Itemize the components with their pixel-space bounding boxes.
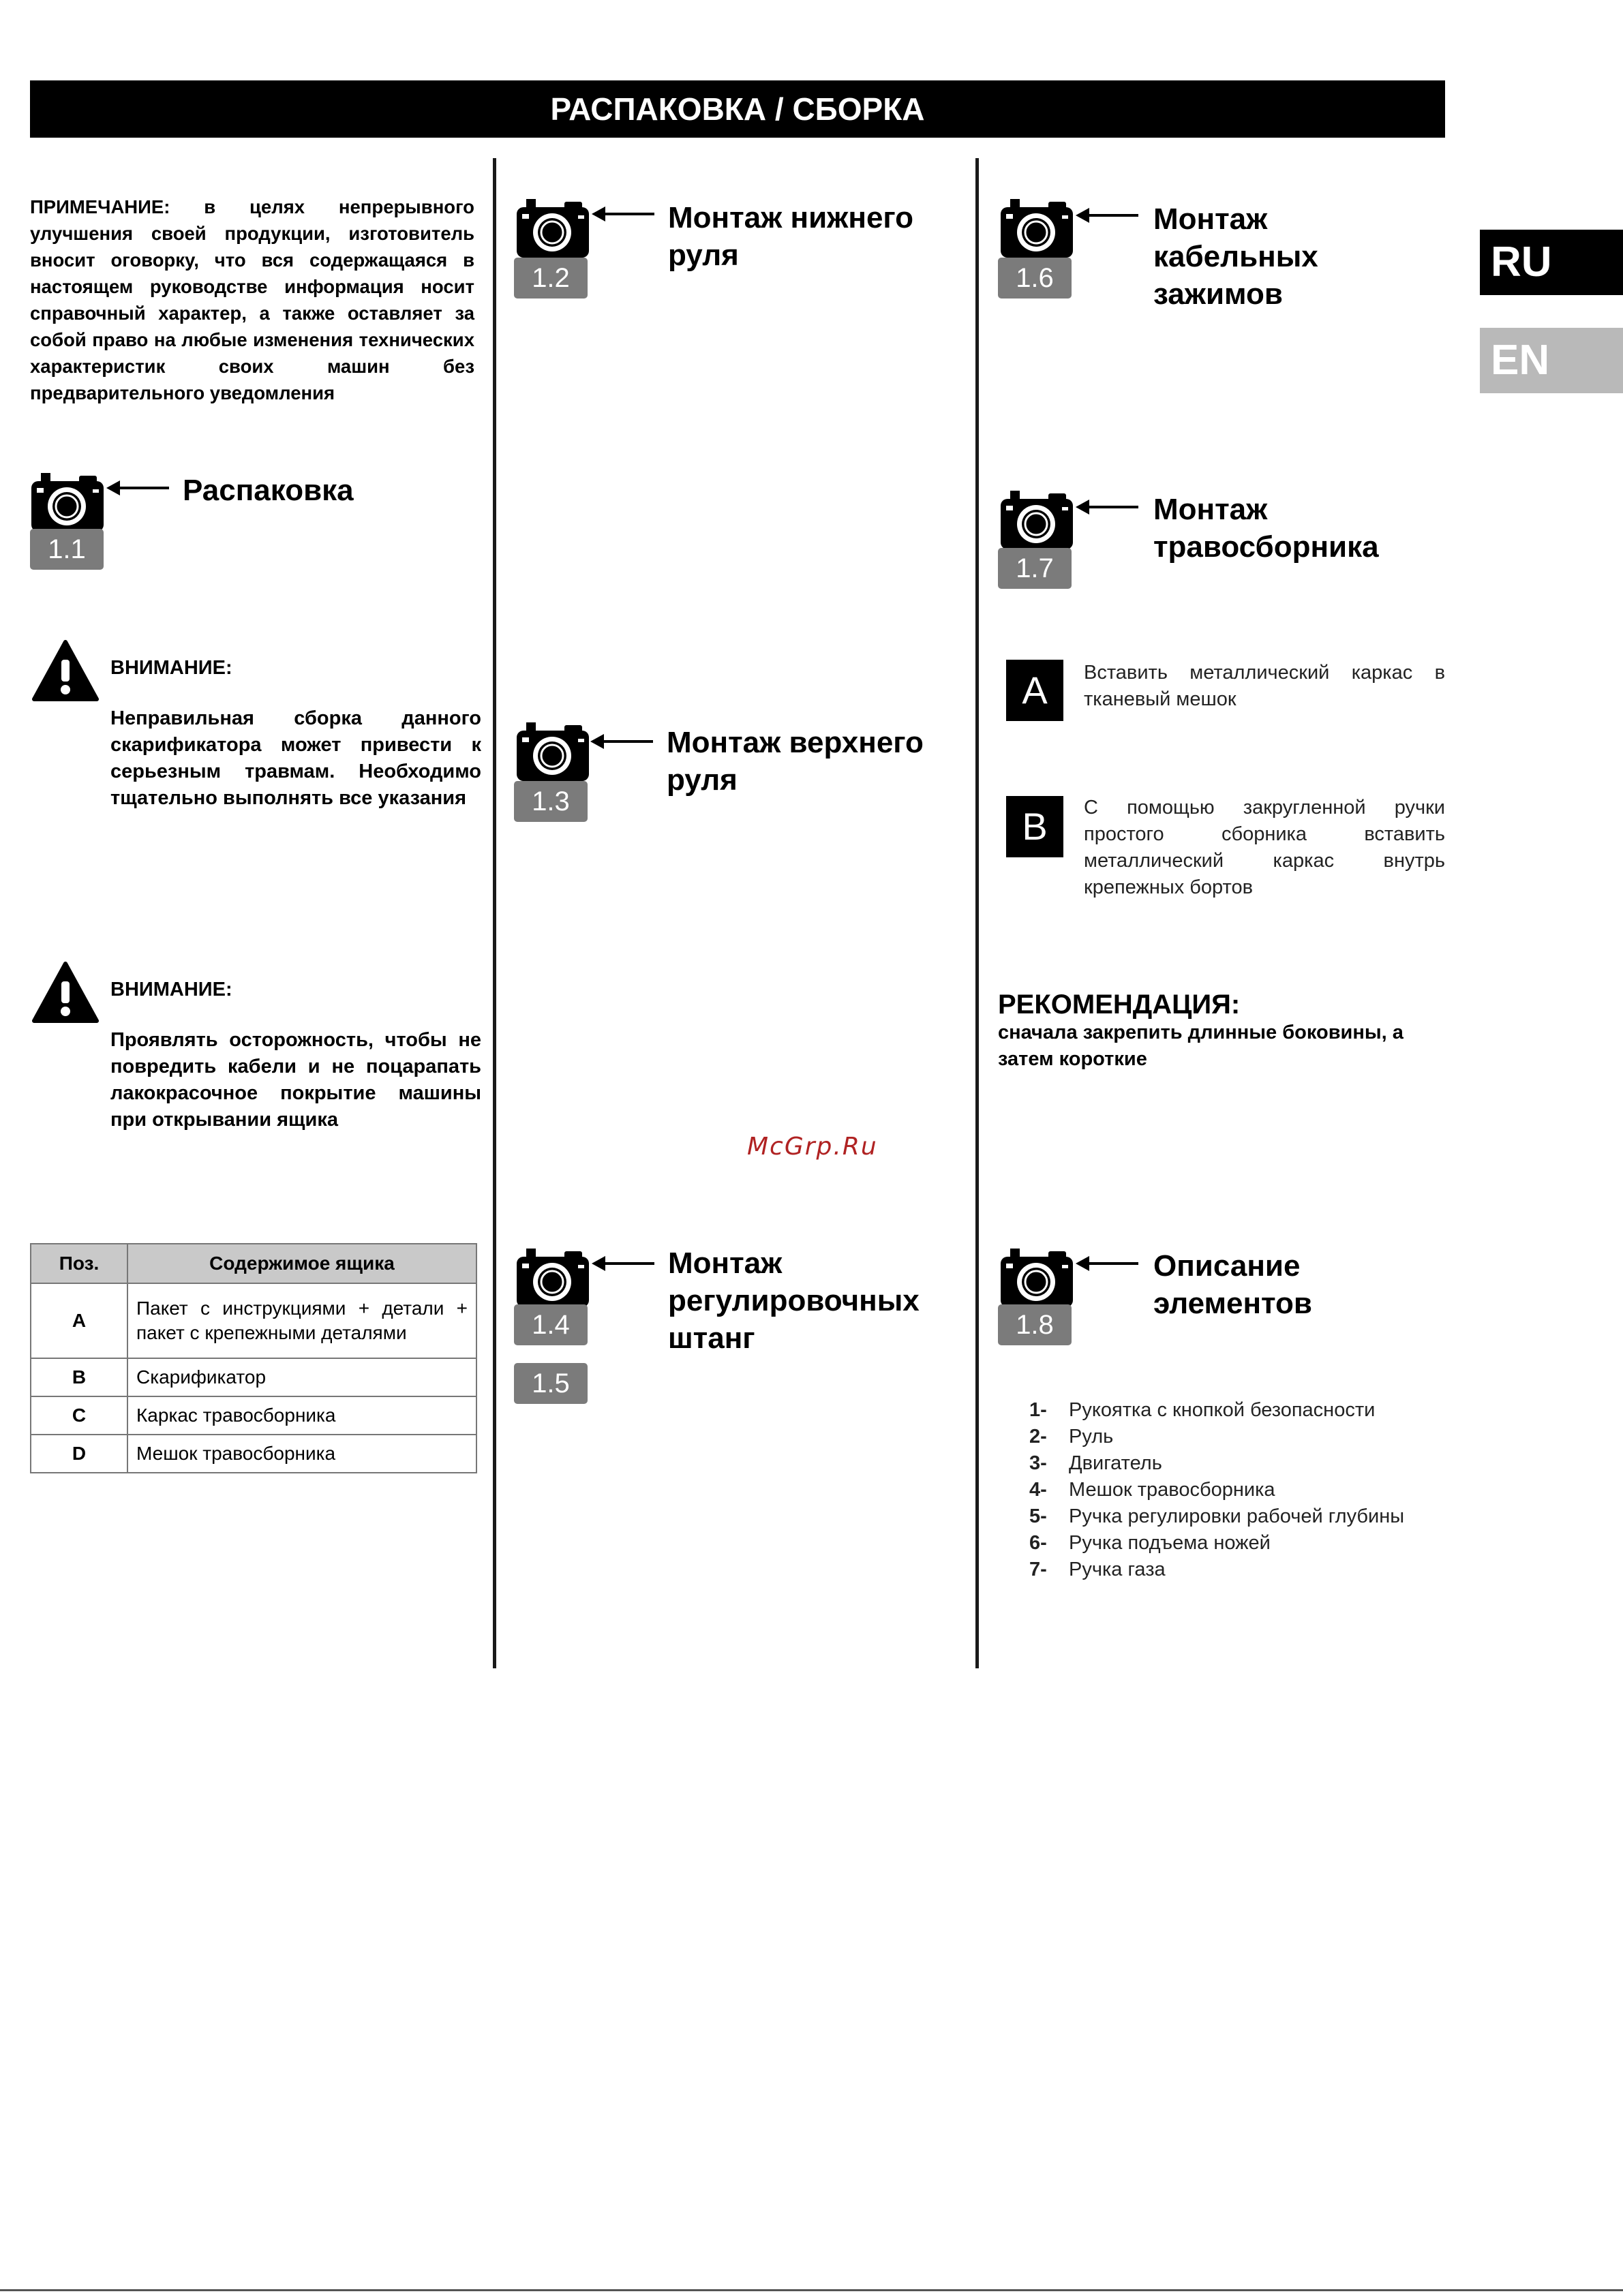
recommendation-text: сначала закрепить длинные боковины, а затем короткие — [998, 1022, 1404, 1070]
list-item-number: 6- — [1029, 1532, 1047, 1554]
arrow-left-icon — [1076, 202, 1141, 229]
table-cell-content: Скарификатор — [127, 1358, 476, 1396]
list-item-label: Ручка газа — [1069, 1559, 1166, 1580]
instruction-letter: B — [1006, 796, 1063, 857]
table-cell-content: Каркас травосборника — [127, 1396, 476, 1435]
figure-badge: 1.6 — [998, 258, 1072, 299]
warning-title: ВНИМАНИЕ: — [110, 979, 232, 1000]
warning-icon — [31, 961, 100, 1024]
list-item-label: Мешок травосборника — [1069, 1479, 1275, 1501]
contents-table — [30, 1243, 477, 1473]
step-heading: Монтаж кабельных зажимов — [1153, 202, 1318, 311]
figure-badge: 1.1 — [30, 529, 104, 570]
table-cell-pos: C — [31, 1396, 127, 1435]
figure-badge: 1.8 — [998, 1304, 1072, 1345]
table-row — [31, 1396, 476, 1435]
language-tab-en[interactable]: EN — [1480, 328, 1623, 393]
figure-badge: 1.5 — [514, 1363, 588, 1404]
recommendation-title: РЕКОМЕНДАЦИЯ: — [998, 990, 1241, 1020]
instruction-letter: A — [1006, 660, 1063, 721]
warning-text: Неправильная сборка данного скарификатора может привести к серьезным травмам. Необходимо тщательно выполнять все указания — [110, 707, 481, 809]
instruction-text: Вставить металлический каркас в тканевый мешок — [1084, 662, 1445, 710]
list-item — [1029, 1424, 1452, 1450]
figure-badge: 1.4 — [514, 1304, 588, 1345]
arrow-left-icon — [1076, 1250, 1141, 1277]
arrow-left-icon — [592, 200, 657, 228]
table-cell-pos: D — [31, 1435, 127, 1473]
list-item — [1029, 1503, 1452, 1530]
warning-icon — [31, 639, 100, 702]
list-item — [1029, 1530, 1452, 1557]
table-cell-content: Пакет с инструкциями + детали + пакет с крепежными деталями — [127, 1283, 476, 1358]
table-cell-pos: B — [31, 1358, 127, 1396]
column-header: Содержимое ящика — [127, 1244, 476, 1283]
step-heading: Монтаж верхнего руля — [667, 726, 924, 797]
table-cell-content: Мешок травосборника — [127, 1435, 476, 1473]
camera-icon — [997, 191, 1077, 264]
list-item — [1029, 1450, 1452, 1477]
list-item-label: Руль — [1069, 1426, 1114, 1448]
warning-text: Проявлять осторожность, чтобы не повредить кабели и не поцарапать лакокрасочное покрытие машины при открывании ящика — [110, 1029, 481, 1131]
page-bottom-rule — [0, 2289, 1623, 2291]
list-item-number: 2- — [1029, 1426, 1047, 1448]
table-cell-pos: A — [31, 1283, 127, 1358]
table-row — [31, 1358, 476, 1396]
parts-list — [1029, 1397, 1452, 1583]
list-item — [1029, 1557, 1452, 1583]
arrow-left-icon — [592, 1250, 657, 1277]
column-header: Поз. — [31, 1244, 127, 1283]
list-item-number: 4- — [1029, 1479, 1047, 1501]
table-row — [31, 1435, 476, 1473]
camera-icon — [513, 714, 593, 788]
column-divider — [975, 158, 979, 1668]
watermark: McGrp.Ru — [747, 1133, 878, 1161]
table-header-row — [31, 1244, 476, 1283]
step-heading: Монтаж регулировочных штанг — [668, 1246, 920, 1355]
list-item-label: Двигатель — [1069, 1452, 1162, 1474]
instruction-text: С помощью закругленной ручки простого сборника вставить металлический каркас внутрь крепежных бортов — [1084, 797, 1445, 898]
list-item-label: Рукоятка с кнопкой безопасности — [1069, 1399, 1376, 1421]
language-tab-ru[interactable]: RU — [1480, 230, 1623, 295]
list-item-number: 7- — [1029, 1559, 1047, 1580]
figure-badge: 1.3 — [514, 781, 588, 822]
list-item-label: Ручка подъема ножей — [1069, 1532, 1271, 1554]
figure-badge: 1.7 — [998, 548, 1072, 589]
unpack-heading: Распаковка — [183, 474, 354, 507]
arrow-left-icon — [106, 474, 172, 502]
list-item-number: 1- — [1029, 1399, 1047, 1421]
camera-icon — [513, 191, 593, 264]
list-item-number: 5- — [1029, 1505, 1047, 1527]
step-heading: Описание элементов — [1153, 1249, 1312, 1320]
warning-title: ВНИМАНИЕ: — [110, 657, 232, 679]
step-heading: Монтаж травосборника — [1153, 493, 1379, 564]
table-row — [31, 1283, 476, 1358]
list-item-label: Ручка регулировки рабочей глубины — [1069, 1505, 1405, 1527]
arrow-left-icon — [590, 728, 656, 755]
list-item — [1029, 1477, 1452, 1503]
camera-icon — [997, 483, 1077, 556]
list-item — [1029, 1397, 1452, 1424]
note-paragraph: ПРИМЕЧАНИЕ: в целях непрерывного улучшения своей продукции, изготовитель вносит оговорку, что вся содержащаяся в настоящем руководстве информация носит справочный характер, а также оставляет за собой право на любые изменения технических характеристик своих машин без предварительного уведомления — [30, 196, 474, 403]
camera-icon — [997, 1240, 1077, 1314]
camera-icon — [513, 1240, 593, 1314]
arrow-left-icon — [1076, 493, 1141, 521]
figure-badge: 1.2 — [514, 258, 588, 299]
camera-icon — [27, 465, 108, 538]
column-divider — [493, 158, 496, 1668]
list-item-number: 3- — [1029, 1452, 1047, 1474]
step-heading: Монтаж нижнего руля — [668, 201, 914, 272]
page-title: РАСПАКОВКА / СБОРКА — [30, 80, 1445, 138]
